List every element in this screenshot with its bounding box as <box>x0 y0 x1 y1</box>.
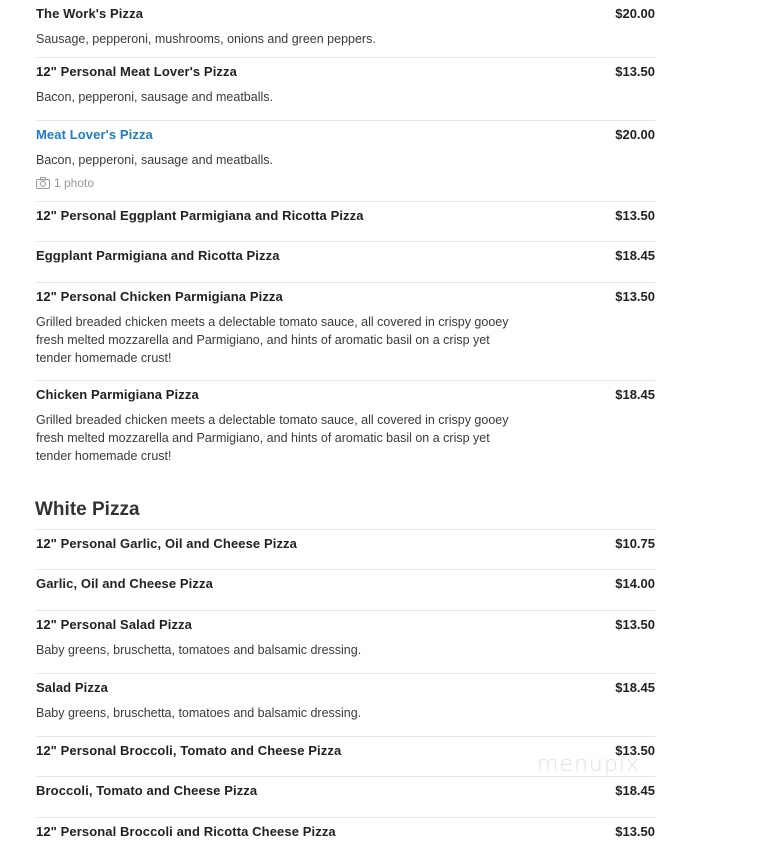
item-price: $13.50 <box>615 824 655 839</box>
item-price: $18.45 <box>615 783 655 798</box>
menu-item <box>36 611 655 674</box>
section-title: White Pizza <box>35 499 140 520</box>
item-price: $10.75 <box>615 536 655 551</box>
item-name: 12" Personal Chicken Parmigiana Pizza <box>36 289 283 304</box>
photo-count: 1 photo <box>54 176 95 190</box>
item-name: Chicken Parmigiana Pizza <box>36 387 199 402</box>
menu-item <box>36 58 655 121</box>
item-price: $13.50 <box>615 64 655 79</box>
item-name: 12" Personal Salad Pizza <box>36 617 192 632</box>
menu-item <box>36 283 655 381</box>
item-description: Bacon, pepperoni, sausage and meatballs. <box>36 153 273 167</box>
item-price: $13.50 <box>615 617 655 632</box>
item-name: 12" Personal Meat Lover's Pizza <box>36 64 237 79</box>
item-name-link[interactable]: Meat Lover's Pizza <box>36 127 153 142</box>
item-price: $14.00 <box>615 576 655 591</box>
item-name: Eggplant Parmigiana and Ricotta Pizza <box>36 248 280 263</box>
item-price: $20.00 <box>615 6 655 21</box>
menu-item <box>36 121 655 202</box>
item-description: Grilled breaded chicken meets a delectable tomato sauce, all covered in crispy gooey fresh melted mozzarella and Parmigiano, and hints of aromatic basil on a crisp yet tender homemade crust! <box>36 413 509 463</box>
item-description: Sausage, pepperoni, mushrooms, onions and green peppers. <box>36 32 376 46</box>
item-price: $18.45 <box>615 680 655 695</box>
menu-item <box>36 381 655 469</box>
menu-item <box>36 777 655 818</box>
item-price: $18.45 <box>615 248 655 263</box>
menu-item <box>36 0 655 58</box>
menu-item <box>36 570 655 611</box>
item-description: Baby greens, bruschetta, tomatoes and balsamic dressing. <box>36 706 362 720</box>
menu-item <box>36 530 655 570</box>
item-name: 12" Personal Broccoli, Tomato and Cheese Pizza <box>36 743 342 758</box>
item-name: 12" Personal Broccoli and Ricotta Cheese Pizza <box>36 824 336 839</box>
item-description: Grilled breaded chicken meets a delectable tomato sauce, all covered in crispy gooey fresh melted mozzarella and Parmigiano, and hints of aromatic basil on a crisp yet tender homemade crust! <box>36 315 509 365</box>
item-price: $13.50 <box>615 289 655 304</box>
item-name: The Work's Pizza <box>36 6 144 21</box>
section-heading <box>35 469 655 530</box>
menu-item <box>36 818 655 848</box>
watermark-logo: menupix <box>537 752 640 777</box>
item-name: Salad Pizza <box>36 680 108 695</box>
item-description: Baby greens, bruschetta, tomatoes and balsamic dressing. <box>36 643 362 657</box>
menu-item <box>36 674 655 737</box>
item-price: $13.50 <box>615 743 655 758</box>
item-name: 12" Personal Eggplant Parmigiana and Ricotta Pizza <box>36 208 364 223</box>
item-name: 12" Personal Garlic, Oil and Cheese Pizza <box>36 536 297 551</box>
item-name: Broccoli, Tomato and Cheese Pizza <box>36 783 258 798</box>
item-price: $18.45 <box>615 387 655 402</box>
item-description: Bacon, pepperoni, sausage and meatballs. <box>36 90 273 104</box>
item-price: $13.50 <box>615 208 655 223</box>
photo-link[interactable] <box>36 176 94 190</box>
item-name: Garlic, Oil and Cheese Pizza <box>36 576 213 591</box>
menu-item <box>36 202 655 242</box>
camera-icon <box>36 177 50 189</box>
menu-item <box>36 242 655 283</box>
item-price: $20.00 <box>615 127 655 142</box>
